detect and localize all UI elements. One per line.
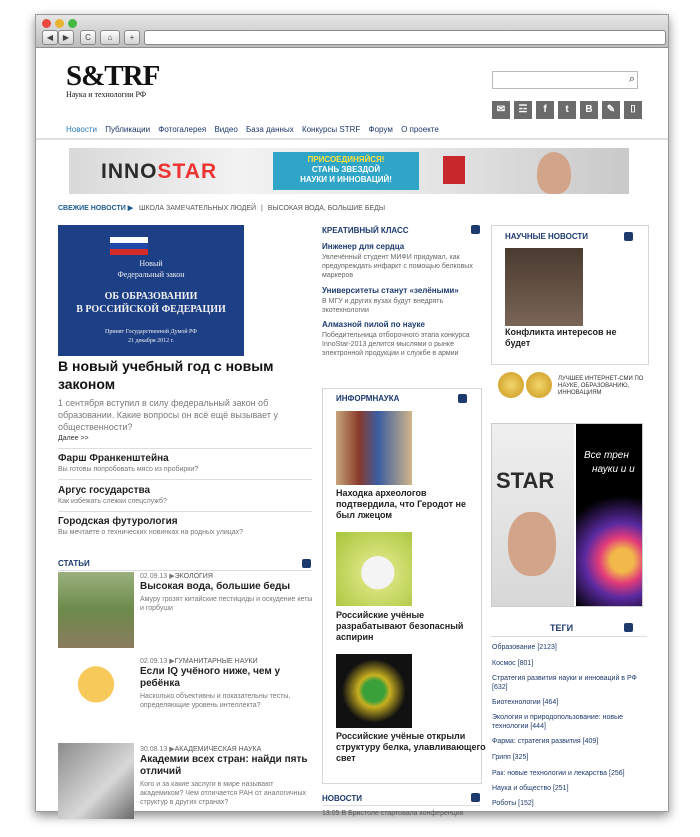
banner-portrait-image <box>537 152 571 194</box>
tag-link[interactable]: Экология и природопользование: новые технологии [444] <box>492 714 624 730</box>
nav-video[interactable]: Видео <box>214 125 238 134</box>
tag-link[interactable]: Рак: новые технологии и лекарства [256] <box>492 770 625 777</box>
search-icon[interactable]: ⌕ <box>628 73 635 85</box>
article-text: Насколько объективны и показательны тесты, определяющие уровень интеллекта? <box>140 693 291 709</box>
facebook-icon[interactable]: f <box>536 101 554 119</box>
creative-text: В МГУ и других вузах будут внедрять экотехнологии <box>322 298 444 314</box>
stack-icon[interactable] <box>624 623 633 632</box>
nav-database[interactable]: База данных <box>246 125 294 134</box>
divider <box>58 570 312 571</box>
creative-title[interactable]: Университеты станут «зелёными» <box>322 286 459 295</box>
news-header[interactable]: НОВОСТИ <box>322 794 363 803</box>
banner-brand: INNOSTAR <box>101 160 218 183</box>
header-divider <box>36 138 668 140</box>
hero-image[interactable]: Новый Федеральный закон ОБ ОБРАЗОВАНИИ В РОССИЙСКОЙ ФЕДЕРАЦИИ Принят Государственной Думой РФ 21 декабря 2012 г. <box>58 225 244 356</box>
stack-icon[interactable] <box>624 232 633 241</box>
egyptian-fresco-image[interactable] <box>336 411 412 485</box>
nav-about[interactable]: О проекте <box>401 125 439 134</box>
minimize-window-button[interactable] <box>55 19 64 28</box>
stack-icon[interactable] <box>458 394 467 403</box>
science-news-title[interactable]: Конфликта интересов не будет <box>505 327 617 348</box>
bookmark-icon[interactable]: ⌂ <box>100 30 120 45</box>
new-tab-button[interactable]: + <box>124 30 140 45</box>
nav-publications[interactable]: Публикации <box>105 125 151 134</box>
reload-icon[interactable]: C <box>80 30 96 45</box>
flood-photo[interactable] <box>58 572 134 648</box>
read-more-link[interactable]: Далее >> <box>58 435 89 442</box>
story-title[interactable]: Аргус государства <box>58 485 151 496</box>
stack-icon[interactable] <box>471 225 480 234</box>
instagram-icon[interactable]: ⌷ <box>624 101 642 119</box>
tag-link[interactable]: Фарма: стратегия развития [409] <box>492 738 599 745</box>
story-title[interactable]: Городская футурология <box>58 516 178 527</box>
divider <box>322 805 480 806</box>
medal-icon <box>526 372 552 398</box>
tag-link[interactable]: Стратегия развития науки и инноваций в РФ [632] <box>492 675 637 691</box>
story-title[interactable]: Фарш Франкенштейна <box>58 453 169 464</box>
news-item[interactable]: 13:05 В Бристоле стартовала конференция <box>322 810 464 817</box>
back-icon[interactable]: ◀ <box>42 30 58 45</box>
award-badge[interactable] <box>496 368 656 404</box>
tag-link[interactable]: Образование [2123] <box>492 644 557 651</box>
medal-icon <box>498 372 524 398</box>
tag-link[interactable]: Космос [801] <box>492 660 534 667</box>
divider <box>58 511 312 512</box>
fresh-news-item[interactable]: ВЫСОКАЯ ВОДА, БОЛЬШИЕ БЕДЫ <box>267 205 386 212</box>
hero-lead: 1 сентября вступил в силу федеральный закон об образовании. Какие вопросы он всё ещё вызывает у общественности? <box>58 398 279 432</box>
russian-flag-image <box>110 237 148 255</box>
vkontakte-icon[interactable]: B <box>580 101 598 119</box>
ad-portrait-image <box>508 512 556 576</box>
ad-brand: STAR <box>496 468 555 493</box>
browser-window <box>35 14 669 817</box>
portrait-image[interactable] <box>505 248 583 326</box>
fresh-news-item[interactable]: ШКОЛА ЗАМЕЧАТЕЛЬНЫХ ЛЮДЕЙ <box>139 205 257 212</box>
infonauka-title[interactable]: Находка археологов подтвердила, что Геродот не был лжецом <box>336 488 466 520</box>
award-text: ЛУЧШЕЕ ИНТЕРНЕТ-СМИ ПО НАУКЕ, ОБРАЗОВАНИЮ, ИННОВАЦИЯМ <box>558 376 644 396</box>
site-tagline: Наука и технологии РФ <box>66 90 147 99</box>
main-nav <box>66 125 445 134</box>
innostar-side-ad[interactable]: STAR Все трен науки и и <box>491 423 643 607</box>
tag-link[interactable]: Биотехнологии [464] <box>492 699 559 706</box>
banner-cta: ПРИСОЕДИНЯЙСЯ! СТАНЬ ЗВЕЗДОЙ НАУКИ И ИННОВАЦИЙ! <box>273 152 419 190</box>
aspirin-pills-image[interactable] <box>336 532 412 606</box>
article-meta: 02.09.13 ▶ГУМАНИТАРНЫЕ НАУКИ <box>140 658 258 665</box>
article-title[interactable]: Если IQ учёного ниже, чем у ребёнка <box>140 666 281 689</box>
coin-medal-image[interactable] <box>58 743 134 819</box>
hero-title[interactable]: В новый учебный год с новым законом <box>58 358 274 392</box>
creative-text: Победительница отборочного этапа конкурса InnoStar-2013 делится мыслями о рынке электронной продукции и службе в армии <box>322 332 470 357</box>
innostar-banner[interactable] <box>69 148 629 194</box>
mail-icon[interactable]: ✉ <box>492 101 510 119</box>
science-news-header[interactable]: НАУЧНЫЕ НОВОСТИ <box>505 232 589 241</box>
infonauka-header[interactable]: ИНФОРМНАУКА <box>336 394 400 403</box>
article-text: Кого и за какие заслуги в мире называют академиком? Чем отличается РАН от аналогичных структур в других странах? <box>140 781 307 806</box>
divider <box>58 448 312 449</box>
divider <box>58 479 312 480</box>
search-input[interactable] <box>492 71 638 89</box>
site-logo[interactable]: S&TRF <box>66 60 160 92</box>
zoom-window-button[interactable] <box>68 19 77 28</box>
fresh-news-ticker: СВЕЖИЕ НОВОСТИ ▶ ШКОЛА ЗАМЕЧАТЕЛЬНЫХ ЛЮДЕЙ | ВЫСОКАЯ ВОДА, БОЛЬШИЕ БЕДЫ <box>58 205 386 212</box>
tag-link[interactable]: Роботы [152] <box>492 800 534 807</box>
article-title[interactable]: Академии всех стран: найди пять отличий <box>140 754 308 777</box>
tag-link[interactable]: Грипп [325] <box>492 754 529 761</box>
infonauka-title[interactable]: Российские учёные разрабатывают безопасный аспирин <box>336 610 464 642</box>
stack-icon[interactable] <box>302 559 311 568</box>
articles-header[interactable]: СТАТЬИ <box>58 559 90 568</box>
creative-title[interactable]: Инженер для сердца <box>322 242 405 251</box>
protein-structure-image[interactable] <box>336 654 412 728</box>
article-meta: 30.08.13 ▶АКАДЕМИЧЕСКАЯ НАУКА <box>140 746 262 753</box>
article-meta: 02.09.13 ▶ЭКОЛОГИЯ <box>140 573 213 580</box>
cartoon-child-image[interactable] <box>58 654 134 730</box>
nav-contests[interactable]: Конкурсы STRF <box>301 125 361 134</box>
divider <box>491 636 647 637</box>
livejournal-icon[interactable]: ✎ <box>602 101 620 119</box>
stack-icon[interactable] <box>471 793 480 802</box>
nav-news[interactable]: Новости <box>66 125 97 134</box>
tag-link[interactable]: Наука и общество [251] <box>492 785 569 792</box>
moscow-crest-image <box>443 156 465 184</box>
nav-forum[interactable]: Форум <box>368 125 393 134</box>
article-text: Амуру грозят китайские пестициды и оскудение кеты и горбуши <box>140 596 313 612</box>
creative-title[interactable]: Алмазной пилой по науке <box>322 320 425 329</box>
creative-text: Увлечённый студент МИФИ придумал, как предупреждать инфаркт с помощью белковых маркеров <box>322 254 473 279</box>
story-text: Как избежать слежки спецслужб? <box>58 498 167 505</box>
web-page <box>36 48 668 817</box>
article-title[interactable]: Высокая вода, большие беды <box>140 581 291 592</box>
rss-icon[interactable]: ☲ <box>514 101 532 119</box>
story-text: Вы готовы попробовать мясо из пробирки? <box>58 466 199 473</box>
tags-header: ТЕГИ <box>550 623 574 633</box>
close-window-button[interactable] <box>42 19 51 28</box>
creative-class-header[interactable]: КРЕАТИВНЫЙ КЛАСС <box>322 226 409 235</box>
story-text: Вы мечтаете о технических новинках на родных улицах? <box>58 529 244 536</box>
nav-gallery[interactable]: Фотогалерея <box>158 125 207 134</box>
twitter-icon[interactable]: t <box>558 101 576 119</box>
address-bar[interactable] <box>144 30 666 45</box>
fresh-news-label: СВЕЖИЕ НОВОСТИ ▶ <box>58 205 134 212</box>
forward-icon[interactable]: ▶ <box>58 30 74 45</box>
browser-titlebar <box>36 15 668 48</box>
infonauka-title[interactable]: Российские учёные открыли структуру белка, улавливающего свет <box>336 731 486 763</box>
